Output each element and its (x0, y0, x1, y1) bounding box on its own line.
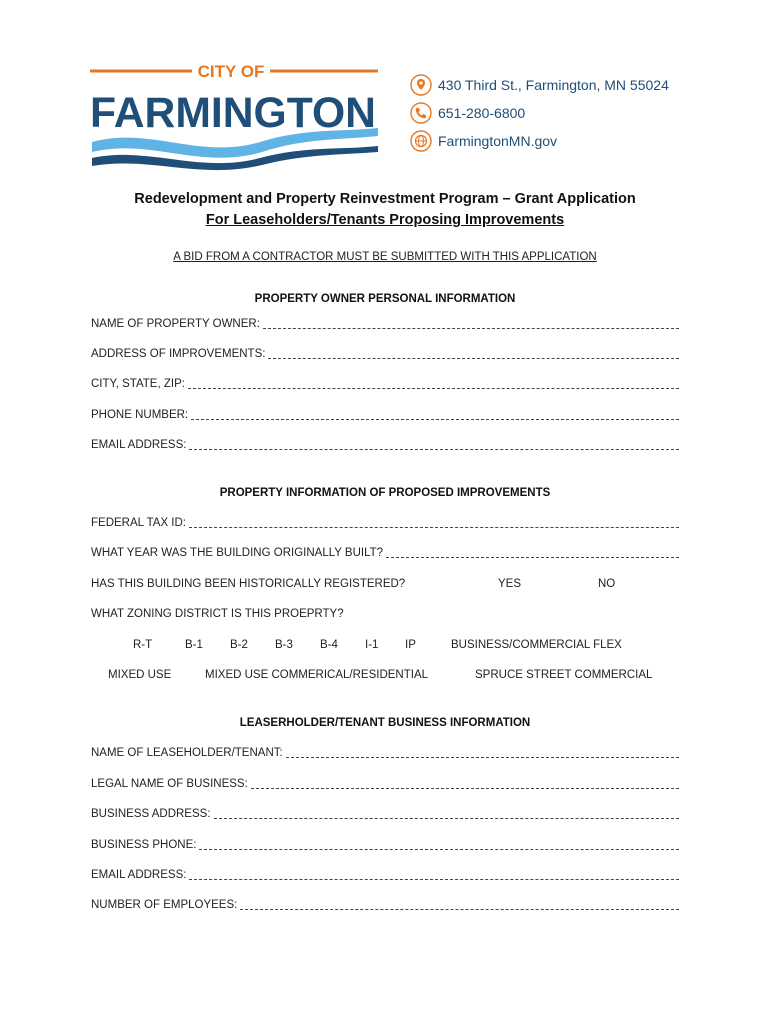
fill-line[interactable] (191, 409, 679, 420)
farmington-logo-graphic (90, 62, 380, 174)
historic-yes-option[interactable]: YES (498, 578, 522, 590)
owner-phone-field[interactable] (91, 409, 679, 421)
fill-line[interactable] (286, 747, 679, 758)
city-state-zip-field[interactable] (91, 378, 679, 390)
tenant-email-field[interactable] (91, 869, 679, 881)
field-label: FEDERAL TAX ID: (91, 517, 187, 529)
contact-website-row (410, 127, 669, 155)
fill-line[interactable] (386, 547, 679, 558)
fill-line[interactable] (189, 869, 679, 880)
globe-icon (410, 130, 432, 152)
city-logo (90, 62, 380, 174)
field-label: ADDRESS OF IMPROVEMENTS: (91, 348, 266, 360)
zoning-option-b3[interactable]: B-3 (275, 639, 293, 651)
tenant-section-heading: LEASERHOLDER/TENANT BUSINESS INFORMATION (239, 717, 531, 729)
historic-question: HAS THIS BUILDING BEEN HISTORICALLY REGISTERED? (91, 578, 406, 590)
zoning-option-b1[interactable]: B-1 (185, 639, 203, 651)
zoning-option-spruce-street-commercial[interactable]: SPRUCE STREET COMMERCIAL (475, 669, 653, 681)
zoning-option-b2[interactable]: B-2 (230, 639, 248, 651)
fill-line[interactable] (189, 517, 679, 528)
fill-line[interactable] (199, 839, 679, 850)
contact-address-row (410, 71, 669, 99)
tenant-name-field[interactable] (91, 747, 679, 759)
fill-line[interactable] (251, 778, 679, 789)
owner-section-heading: PROPERTY OWNER PERSONAL INFORMATION (254, 293, 516, 305)
zoning-option-i1[interactable]: I-1 (365, 639, 379, 651)
logo-main-text: FARMINGTON (90, 89, 376, 137)
fill-line[interactable] (214, 808, 679, 819)
contact-phone: 651-280-6800 (438, 105, 526, 121)
field-label: NAME OF LEASEHOLDER/TENANT: (91, 747, 283, 759)
business-phone-field[interactable] (91, 839, 679, 851)
field-label: BUSINESS ADDRESS: (91, 808, 211, 820)
fill-line[interactable] (188, 378, 679, 389)
zoning-option-ip[interactable]: IP (405, 639, 416, 651)
field-label: EMAIL ADDRESS: (91, 869, 187, 881)
form-title: Redevelopment and Property Reinvestment Program – Grant Application (134, 191, 636, 207)
zoning-question: WHAT ZONING DISTRICT IS THIS PROEPRTY? (91, 608, 344, 620)
field-label: WHAT YEAR WAS THE BUILDING ORIGINALLY BUILT? (91, 547, 384, 559)
location-pin-icon (410, 74, 432, 96)
business-address-field[interactable] (91, 808, 679, 820)
property-section-heading: PROPERTY INFORMATION OF PROPOSED IMPROVEMENTS (219, 487, 551, 499)
field-label: EMAIL ADDRESS: (91, 439, 187, 451)
zoning-option-b4[interactable]: B-4 (320, 639, 338, 651)
contact-phone-row (410, 99, 669, 127)
field-label: NAME OF PROPERTY OWNER: (91, 318, 260, 330)
logo-top-text: CITY OF (197, 62, 265, 81)
form-subtitle: For Leaseholders/Tenants Proposing Improvements (205, 212, 565, 228)
fill-line[interactable] (189, 439, 679, 450)
contact-website: FarmingtonMN.gov (438, 133, 558, 149)
contact-info (410, 71, 669, 155)
historic-no-option[interactable]: NO (598, 578, 616, 590)
zoning-option-rt[interactable]: R-T (133, 639, 153, 651)
federal-tax-id-field[interactable] (91, 517, 679, 529)
zoning-option-mixed-use-commercial-residential[interactable]: MIXED USE COMMERICAL/RESIDENTIAL (205, 669, 429, 681)
improvements-address-field[interactable] (91, 348, 679, 360)
zoning-option-mixed-use[interactable]: MIXED USE (108, 669, 172, 681)
owner-email-field[interactable] (91, 439, 679, 451)
field-label: LEGAL NAME OF BUSINESS: (91, 778, 248, 790)
contractor-bid-notice: A BID FROM A CONTRACTOR MUST BE SUBMITTED WITH THIS APPLICATION (173, 251, 597, 263)
field-label: BUSINESS PHONE: (91, 839, 197, 851)
fill-line[interactable] (263, 318, 679, 329)
fill-line[interactable] (240, 899, 679, 910)
zoning-option-business-commercial-flex[interactable]: BUSINESS/COMMERCIAL FLEX (451, 639, 622, 651)
fill-line[interactable] (268, 348, 679, 359)
legal-business-name-field[interactable] (91, 778, 679, 790)
field-label: NUMBER OF EMPLOYEES: (91, 899, 238, 911)
year-built-field[interactable] (91, 547, 679, 559)
field-label: CITY, STATE, ZIP: (91, 378, 185, 390)
phone-icon (410, 102, 432, 124)
owner-name-field[interactable] (91, 318, 679, 330)
number-of-employees-field[interactable] (91, 899, 679, 911)
field-label: PHONE NUMBER: (91, 409, 189, 421)
contact-address: 430 Third St., Farmington, MN 55024 (438, 77, 669, 93)
